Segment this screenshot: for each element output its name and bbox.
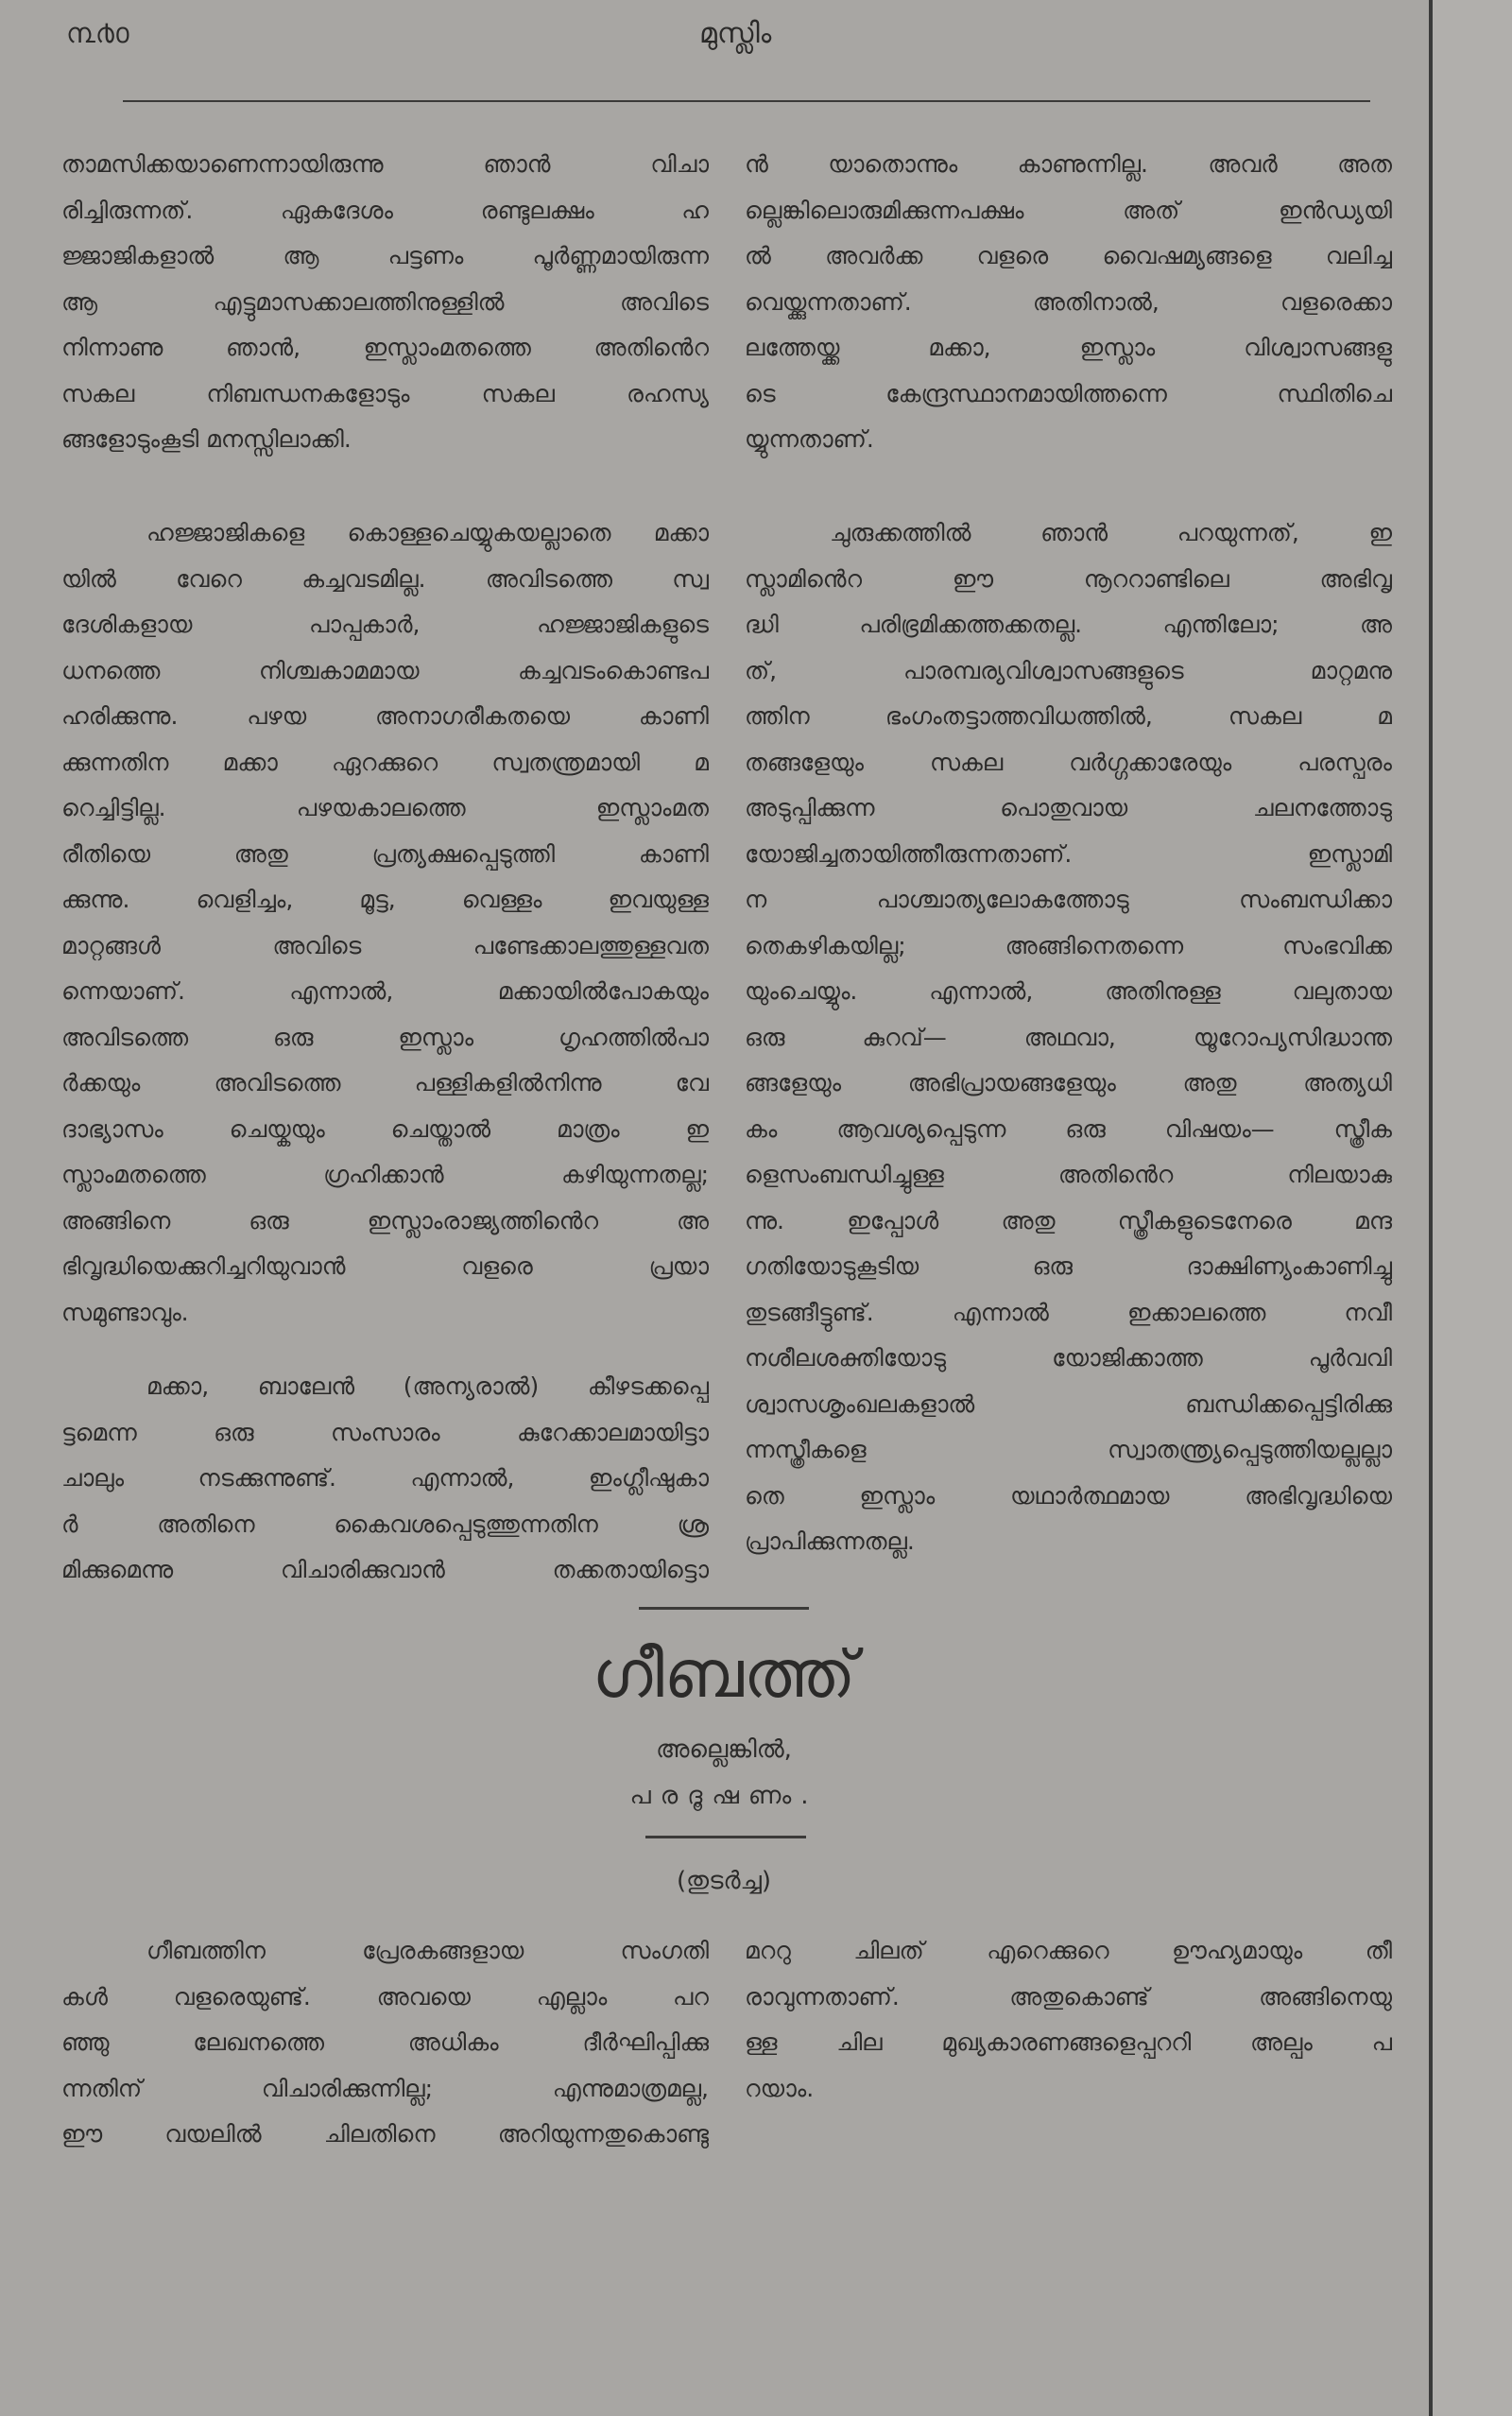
- text-line: ഒരു കുറവ്— അഥവാ, യൂറോപ്യസിദ്ധാന്ത: [745, 1023, 1392, 1051]
- section-rule-top: [639, 1607, 809, 1610]
- text-line: രാവുന്നതാണ്. അതുകൊണ്ട് അങ്ങിനെയു: [745, 1982, 1392, 2010]
- text-line: തങ്ങളേയും സകല വർഗ്ഗക്കാരേയും പരസ്പരം: [745, 748, 1392, 776]
- text-line: തെകഴികയില്ല; അങ്ങിനെതന്നെ സംഭവിക്ക: [745, 931, 1392, 959]
- text-line: അങ്ങിനെ ഒരു ഇസ്ലാംരാജ്യത്തിൻെറ അ: [61, 1206, 709, 1234]
- article2-left-p1: [61, 1928, 709, 2158]
- text-line: ദാഭ്യാസം ചെയ്കയും ചെയ്താൽ മാത്രം ഇ: [61, 1114, 709, 1143]
- text-line: ആ എട്ടുമാസക്കാലത്തിനുള്ളിൽ അവിടെ: [61, 287, 709, 316]
- text-line: യിൽ വേറെ കച്ചവടമില്ല. അവിടത്തെ സ്വ: [61, 564, 709, 593]
- text-line: നശീലശക്തിയോടു യോജിക്കാത്ത പൂർവവി: [745, 1344, 1392, 1372]
- header-rule: [123, 100, 1370, 102]
- article1-right-p2: [745, 510, 1392, 1565]
- text-line: ചാലും നടക്കുന്നുണ്ട്. എന്നാൽ, ഇംഗ്ലീഷുകാ: [61, 1464, 709, 1492]
- text-line: സ്ലാമിൻെറ ഈ നൂററാണ്ടിലെ അഭിവൃ: [745, 564, 1392, 593]
- text-line: ർക്കയും അവിടത്തെ പള്ളികളിൽനിന്നു വേ: [61, 1069, 709, 1096]
- text-line: ത്, പാരമ്പര്യവിശ്വാസങ്ങളുടെ മാറ്റമനു: [745, 656, 1392, 684]
- text-line: ന്നു. ഇപ്പോൾ അതു സ്ത്രീകളുടെനേരെ മന്ദ: [745, 1206, 1392, 1234]
- article-title: ഗീബത്ത്: [592, 1635, 856, 1713]
- text-line: ല്ലെങ്കിലൊരുമിക്കുന്നപക്ഷം അത് ഇൻഡ്യയി: [745, 196, 1392, 224]
- text-line: ഗീബത്തിന പ്രേരകങ്ങളായ സംഗതി: [146, 1937, 709, 1964]
- text-line: റെച്ചിട്ടില്ല. പഴയകാലത്തെ ഇസ്ലാംമത: [61, 794, 709, 821]
- text-line: മിക്കുമെന്നു വിചാരിക്കുവാൻ തക്കതായിട്ടൊ: [61, 1556, 709, 1583]
- text-line: താമസിക്കയാണെന്നായിരുന്നു ഞാൻ വിചാ: [61, 150, 709, 178]
- text-line: യ്യുന്നതാണ്.: [745, 425, 874, 453]
- text-line: വെയ്ക്കുന്നതാണ്. അതിനാൽ, വളരെക്കാ: [745, 287, 1392, 316]
- text-line: മക്കാ, ബാലേൻ (അന്യരാൽ) കീഴടക്കപ്പെ: [146, 1372, 709, 1400]
- text-line: ളെസംബന്ധിച്ചുള്ള അതിൻെറ നിലയാകു: [745, 1161, 1392, 1188]
- text-line: ഗതിയോടുകൂടിയ ഒരു ദാക്ഷിണ്യംകാണിച്ചു: [745, 1252, 1392, 1280]
- text-line: തെ ഇസ്ലാം യഥാർത്ഥമായ അഭിവൃദ്ധിയെ: [745, 1481, 1392, 1510]
- binding-edge: [1429, 0, 1433, 2416]
- text-line: യുംചെയ്യും. എന്നാൽ, അതിനുള്ള വലുതായ: [745, 977, 1392, 1005]
- text-line: ഞ്ഞു ലേഖനത്തെ അധികം ദീർഘിപ്പിക്കു: [61, 2028, 709, 2056]
- text-line: ദ്ധി പരിഭ്രമിക്കത്തക്കതല്ല. എന്തിലോ; അ: [745, 611, 1392, 638]
- text-line: ഹരിക്കുന്നു. പഴയ അനാഗരീകതയെ കാണി: [61, 702, 709, 730]
- text-line: ധനത്തെ നിശ്ചകാമമായ കച്ചവടംകൊണ്ടപ: [61, 656, 709, 684]
- article1-left-p1: [61, 142, 709, 463]
- text-line: ഹജ്ജാജികളെ കൊള്ളചെയ്യുകയല്ലാതെ മക്കാ: [146, 519, 709, 546]
- article-subtitle-2: പരദൂഷണം.: [629, 1782, 818, 1810]
- text-line: ട്ടമെന്ന ഒരു സംസാരം കുറേക്കാലമായിട്ടാ: [61, 1418, 709, 1446]
- text-line: ദേശികളായ പാപ്പകാർ, ഹജ്ജാജികളുടെ: [61, 611, 709, 638]
- article1-right-p1: [745, 142, 1392, 463]
- text-line: സകല നിബന്ധനകളോടും സകല രഹസ്യ: [61, 379, 709, 407]
- text-line: ക്കുന്നതിന മക്കാ ഏറക്കുറെ സ്വതന്ത്രമായി മ: [61, 748, 709, 776]
- text-line: ഭിവൃദ്ധിയെക്കുറിച്ചറിയുവാൻ വളരെ പ്രയാ: [61, 1252, 709, 1280]
- text-line: അവിടത്തെ ഒരു ഇസ്ലാം ഗൃഹത്തിൽപാ: [61, 1023, 709, 1051]
- article2-right-p1: [745, 1928, 1392, 2112]
- text-line: രിച്ചിരുന്നത്. ഏകദേശം രണ്ടുലക്ഷം ഹ: [61, 196, 709, 224]
- text-line: ചുരുക്കത്തിൽ ഞാൻ പറയുന്നത്, ഇ: [830, 519, 1392, 546]
- text-line: ങ്ങളേയും അഭിപ്രായങ്ങളേയും അതു അത്യധി: [745, 1069, 1392, 1096]
- text-line: ജ്ജാജികളാൽ ആ പട്ടണം പൂർണ്ണമായിരുന്ന: [61, 242, 709, 269]
- page-margin: [1433, 0, 1512, 2416]
- text-line: റയാം.: [745, 2074, 815, 2102]
- text-line: ക്കുന്നു. വെളിച്ചം, മൂട്ട, വെള്ളം ഇവയുള്ള: [61, 886, 709, 913]
- text-line: ൽ അവർക്ക വളരെ വൈഷമ്യങ്ങളെ വലിച്ച: [745, 242, 1392, 269]
- text-line: യോജിച്ചതായിത്തീരുന്നതാണ്. ഇസ്ലാമി: [745, 839, 1392, 868]
- text-line: കം ആവശ്യപ്പെടുന്ന ഒരു വിഷയം— സ്ത്രീക: [745, 1114, 1392, 1143]
- text-line: സ്ലാംമതത്തെ ഗ്രഹിക്കാൻ കഴിയുന്നതല്ല;: [61, 1161, 709, 1188]
- text-line: നിന്നാണു ഞാൻ, ഇസ്ലാംമതത്തെ അതിൻെറ: [61, 334, 709, 361]
- text-line: ന പാശ്ചാത്യലോകത്തോടു സംബന്ധിക്കാ: [745, 886, 1392, 913]
- text-line: ലത്തേയ്ക്ക മക്കാ, ഇസ്ലാം വിശ്വാസങ്ങളു: [745, 334, 1392, 361]
- running-title: മുസ്ലിം: [699, 17, 772, 50]
- section-rule-bottom: [645, 1836, 806, 1838]
- text-line: സമുണ്ടാവും.: [61, 1298, 189, 1326]
- text-line: കൾ വളരെയുണ്ട്. അവയെ എല്ലാം പറ: [61, 1982, 709, 2010]
- text-line: ഈ വയലിൽ ചിലതിനെ അറിയുന്നതുകൊണ്ടു: [61, 2120, 709, 2148]
- text-line: ന്നതിന് വിചാരിക്കുന്നില്ല; എന്നുമാത്രമല്ല,: [61, 2074, 709, 2102]
- article-subtitle-1: അല്ലെങ്കിൽ,: [656, 1735, 792, 1764]
- text-line: ശ്വാസശൃംഖലകളാൽ ബന്ധിക്കപ്പെട്ടിരിക്കു: [745, 1389, 1392, 1418]
- text-line: ത്തിന ഭംഗംതട്ടാത്തവിധത്തിൽ, സകല മ: [745, 702, 1392, 730]
- article1-left-p2: [61, 510, 709, 1336]
- continued-label: (തുടർച്ച): [677, 1867, 771, 1895]
- text-line: തുടങ്ങീട്ടുണ്ട്. എന്നാൽ ഇക്കാലത്തെ നവീ: [745, 1298, 1392, 1326]
- text-line: ർ അതിനെ കൈവശപ്പെടുത്തുന്നതിന ശ്ര: [61, 1510, 709, 1538]
- text-line: ടെ കേന്ദ്രസ്ഥാനമായിത്തന്നെ സ്ഥിതിചെ: [745, 379, 1392, 407]
- text-line: ങ്ങളോടുംകൂടി മനസ്സിലാക്കി.: [61, 425, 352, 453]
- text-line: ള്ള ചില മുഖ്യകാരണങ്ങളെപ്പററി അല്പം പ: [745, 2028, 1392, 2056]
- text-line: മാറ്റങ്ങൾ അവിടെ പണ്ടേക്കാലത്തുള്ളവത: [61, 931, 709, 959]
- article1-left-p3: [61, 1364, 709, 1594]
- text-line: മററു ചിലത് എറെക്കുറെ ഊഹ്യമായും തീ: [745, 1937, 1392, 1964]
- text-line: ൻ യാതൊന്നും കാണുന്നില്ല. അവർ അത: [745, 150, 1392, 178]
- text-line: അടുപ്പിക്കുന്ന പൊതുവായ ചലനത്തോടു: [745, 794, 1392, 821]
- text-line: പ്രാപിക്കുന്നതല്ല.: [745, 1527, 915, 1555]
- text-line: ന്നസ്ത്രീകളെ സ്വാതന്ത്ര്യപ്പെടുത്തിയല്ലല്ലാ: [745, 1436, 1392, 1463]
- text-line: ന്നെയാണ്. എന്നാൽ, മക്കായിൽപോകയും: [61, 977, 709, 1005]
- text-line: രീതിയെ അതു പ്രത്യക്ഷപ്പെടുത്തി കാണി: [61, 839, 709, 868]
- page-number: ൩൪൦: [66, 17, 129, 50]
